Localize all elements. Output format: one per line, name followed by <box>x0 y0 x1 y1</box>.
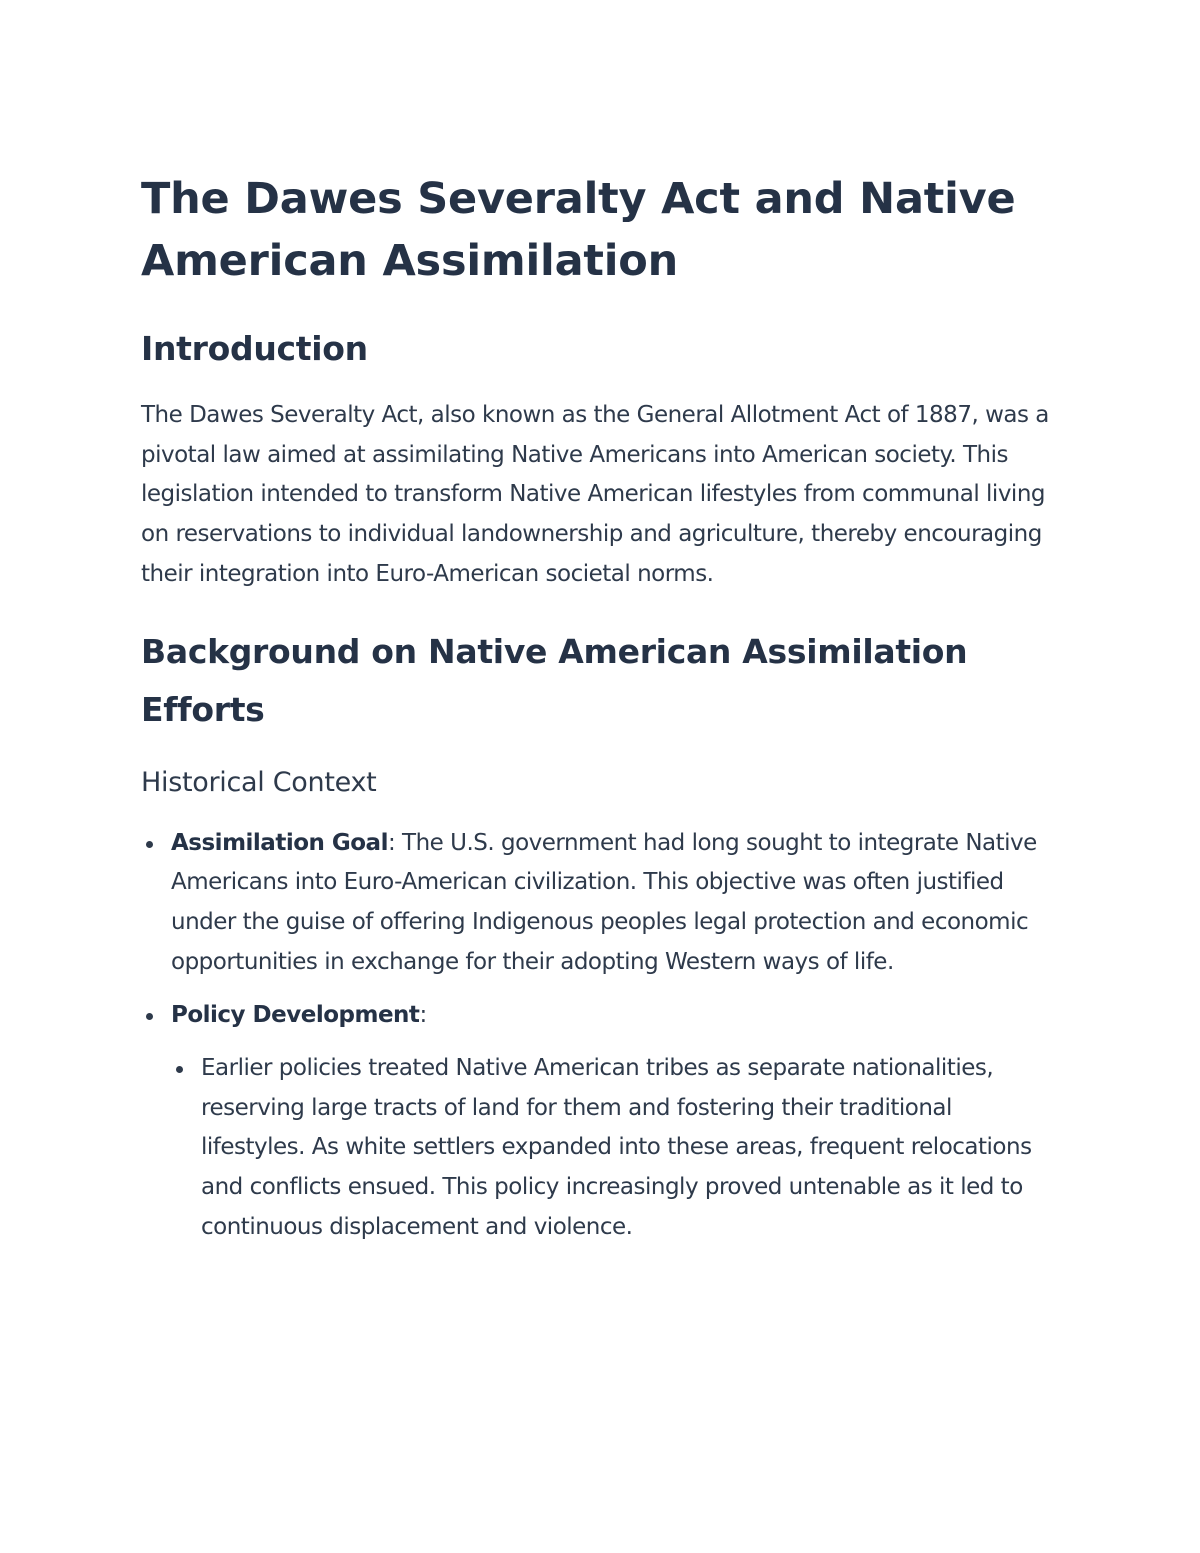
introduction-heading: Introduction <box>141 329 368 368</box>
list-item <box>171 996 1060 1247</box>
list-item-text: : <box>419 1002 427 1029</box>
sub-list-item: Earlier policies treated Native American tribes as separate nationalities, reserving large tracts of land for them and fostering their traditional lifestyles. As white settlers expanded into these areas, frequent relocations and conflicts ensued. This policy increasingly proved untenable as it led to continuous displacement and violence. <box>201 1049 1060 1248</box>
background-heading: Background on Native American Assimilation Efforts <box>141 631 968 729</box>
historical-context-heading: Historical Context <box>141 766 377 798</box>
document-title: The Dawes Severalty Act and Native American Assimilation <box>141 174 1016 286</box>
list-item <box>171 824 1060 983</box>
policy-development-sublist <box>171 1049 1060 1248</box>
introduction-paragraph: The Dawes Severalty Act, also known as the General Allotment Act of 1887, was a pivotal law aimed at assimilating Native Americans into American society. This legislation intended to transform Native American lifestyles from communal living on reservations to individual landownership and agriculture, thereby encouraging their integration into Euro-American societal norms. <box>141 402 1049 587</box>
list-item-label: Assimilation Goal <box>171 829 388 856</box>
list-item-text: : The U.S. government had long sought to integrate Native Americans into Euro-American civilization. This objective was often justified under the guise of offering Indigenous peoples legal protection and economic opportunities in exchange for their adopting Western ways of life. <box>171 829 1037 975</box>
list-item-label: Policy Development <box>171 1002 420 1029</box>
historical-context-list <box>141 824 1060 1248</box>
